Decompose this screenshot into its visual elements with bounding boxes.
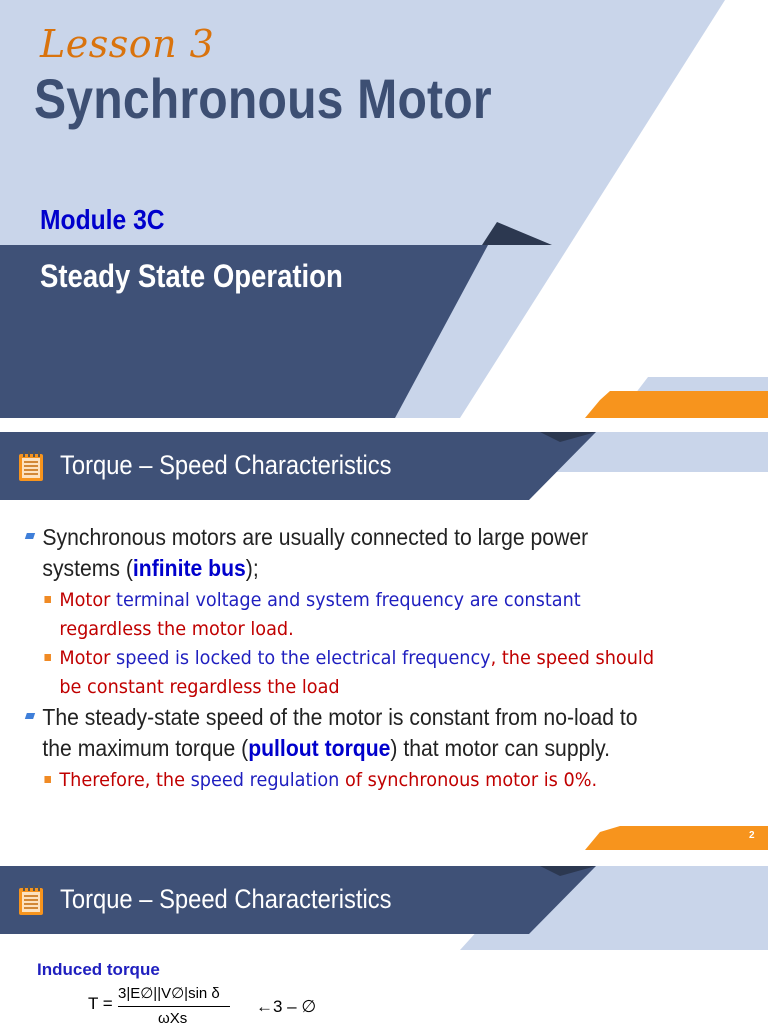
formula-denominator: ωXs: [158, 1010, 188, 1024]
bullet-text: speed is locked to the electrical frequency: [116, 647, 491, 669]
bullet-marker-icon: [44, 654, 51, 661]
bullet-marker-icon: [44, 776, 51, 783]
page-number: 2: [749, 830, 755, 841]
bullet-text: of synchronous motor is 0%.: [339, 769, 598, 791]
bullet-text: speed regulation: [190, 769, 340, 791]
formula-note: ←3 – ∅: [256, 997, 317, 1016]
bullet-emphasis: pullout torque: [248, 735, 391, 761]
title-slide: [0, 0, 768, 418]
bullet-text: Motor: [59, 647, 117, 669]
bullet-text: terminal voltage and system frequency are constant: [116, 589, 581, 611]
bullet-text: ) that motor can supply.: [390, 735, 610, 761]
section-header: Torque – Speed Characteristics: [60, 884, 392, 914]
fraction-bar: [118, 1006, 230, 1007]
bullet-text: Therefore, the: [59, 769, 191, 791]
slide-subtitle: Steady State Operation: [40, 258, 343, 294]
list-item: [24, 586, 673, 644]
bullet-text: The steady-state speed of the motor is constant from no-load to the maximum torque (: [42, 704, 638, 761]
notebook-icon: [18, 450, 44, 482]
content-slide-induced-torque: [0, 866, 768, 1024]
notebook-icon: [18, 884, 44, 916]
content-slide-torque-speed: [0, 432, 768, 850]
bullet-text: Motor: [59, 589, 117, 611]
formula-lhs: T =: [88, 994, 113, 1013]
list-item: [24, 522, 650, 584]
bullet-text: );: [245, 555, 259, 581]
bullet-marker-icon: [25, 533, 35, 539]
list-item: [24, 644, 673, 702]
bullet-text: regardless the motor load.: [59, 618, 294, 640]
page-title: Synchronous Motor: [34, 67, 492, 130]
formula-numerator: 3|E∅||V∅|sin δ: [118, 985, 220, 1002]
list-item: [24, 702, 650, 764]
module-label: Module 3C: [40, 204, 165, 235]
bullet-marker-icon: [44, 596, 51, 603]
bullet-text: , the speed should be constant regardless the load: [59, 647, 655, 698]
lesson-label: Lesson 3: [40, 22, 215, 66]
bullet-emphasis: infinite bus: [132, 555, 246, 581]
bullet-list: [24, 522, 655, 795]
section-header: Torque – Speed Characteristics: [60, 450, 392, 480]
formula-label: Induced torque: [37, 960, 160, 979]
bullet-marker-icon: [25, 713, 35, 719]
list-item: [24, 766, 673, 795]
bullet-text: Synchronous motors are usually connected to large power systems (: [42, 524, 589, 581]
